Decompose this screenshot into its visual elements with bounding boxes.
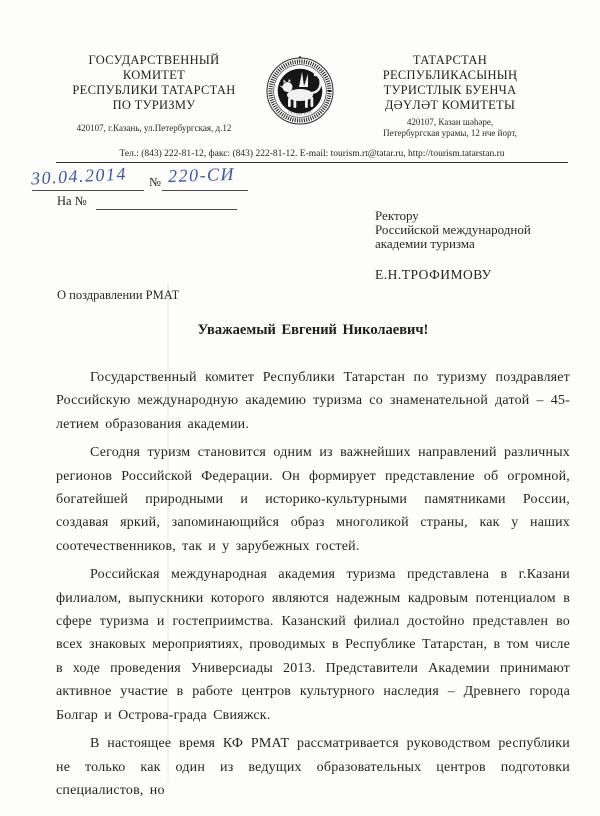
letter-body bbox=[56, 366, 570, 807]
org-line: ДӘҮЛӘТ КОМИТЕТЫ bbox=[384, 98, 516, 112]
number-label: № bbox=[149, 175, 161, 189]
recipient-line: Ректору bbox=[375, 208, 419, 223]
org-line: ТАТАРСТАН bbox=[412, 53, 488, 67]
recipient-block bbox=[375, 209, 531, 250]
org-line: РЕСПУБЛИКАСЫНЫҢ bbox=[382, 68, 518, 82]
salutation: Уважаемый Евгений Николаевич! bbox=[197, 322, 429, 338]
subject-line: О поздравлении РМАТ bbox=[57, 288, 180, 302]
org-line: КОМИТЕТ bbox=[122, 68, 186, 82]
org-name-russian bbox=[28, 53, 280, 113]
body-paragraph: Сегодня туризм становится одним из важнейших направлений различных регионов Российской Федерации. Он формирует представление об огромной, богатейшей природными и историко-культурными памятниками России, создавая яркий, запоминающийся образ многоликой страны, как у наших соотечественников, так и у зарубежных гостей. bbox=[56, 445, 570, 554]
reply-to-blank-line bbox=[96, 209, 237, 210]
org-line: РЕСПУБЛИКИ ТАТАРСТАН bbox=[72, 83, 236, 97]
org-line: ГОСУДАРСТВЕННЫЙ bbox=[88, 53, 220, 67]
org-address-line: 420107, Казан шәһәре, bbox=[406, 117, 494, 127]
recipient-line: академии туризма bbox=[375, 235, 475, 251]
org-address-line: Петербургская урамы, 12 нче йорт, bbox=[383, 127, 517, 138]
org-line: ПО ТУРИЗМУ bbox=[112, 98, 196, 112]
paper-fold-line bbox=[167, 283, 169, 783]
body-paragraph: Российская международная академия туризма представлена в г.Казани филиалом, выпускники которого являются надежным кадровым потенциалом в сфере туризма и гостеприимства. Казанский филиал достойно представлен во всех знаковых мероприятиях, проводимых в Республике Татарстан, в том числе в ходе проведения Универсиады 2013. Представители Академии принимают активное участие в работе центров культурного наследия – Древнего города Болгар и Острова-града Свияжск. bbox=[56, 567, 570, 723]
tatarstan-coat-of-arms-icon bbox=[265, 56, 335, 126]
number-blank-line bbox=[162, 190, 248, 191]
date-blank-line bbox=[32, 190, 144, 191]
reply-to-label: На № bbox=[57, 194, 87, 208]
handwritten-date: 30.04.2014 bbox=[30, 163, 128, 189]
recipient-name: Е.Н.ТРОФИМОВУ bbox=[375, 267, 492, 282]
handwritten-outgoing-number: 220-СИ bbox=[167, 163, 236, 187]
org-line: ТУРИСТЛЫК БУЕНЧА bbox=[383, 83, 517, 97]
emblem-caption: ТАТАРСТАН bbox=[287, 109, 313, 117]
body-paragraph: В настоящее время КФ РМАТ рассматривается руководством республики не только как один из ведущих образовательных центров подготовки специалистов, но bbox=[56, 736, 570, 798]
body-paragraph: Государственный комитет Республики Татарстан по туризму поздравляет Российскую международную академию туризма со знаменательной датой – 45-летием образования академии. bbox=[56, 370, 570, 432]
org-address-tatar bbox=[332, 117, 568, 138]
org-name-tatar bbox=[332, 53, 568, 113]
recipient-line: Российской международной bbox=[375, 221, 531, 237]
contact-line: Тел.: (843) 222-81-12, факс: (843) 222-81-12. E-mail: tourism.rt@tatar.ru, http://tourism.tatarstan.ru bbox=[56, 149, 568, 163]
org-address-russian: 420107, г.Казань, ул.Петербургская, д.12 bbox=[76, 123, 232, 133]
